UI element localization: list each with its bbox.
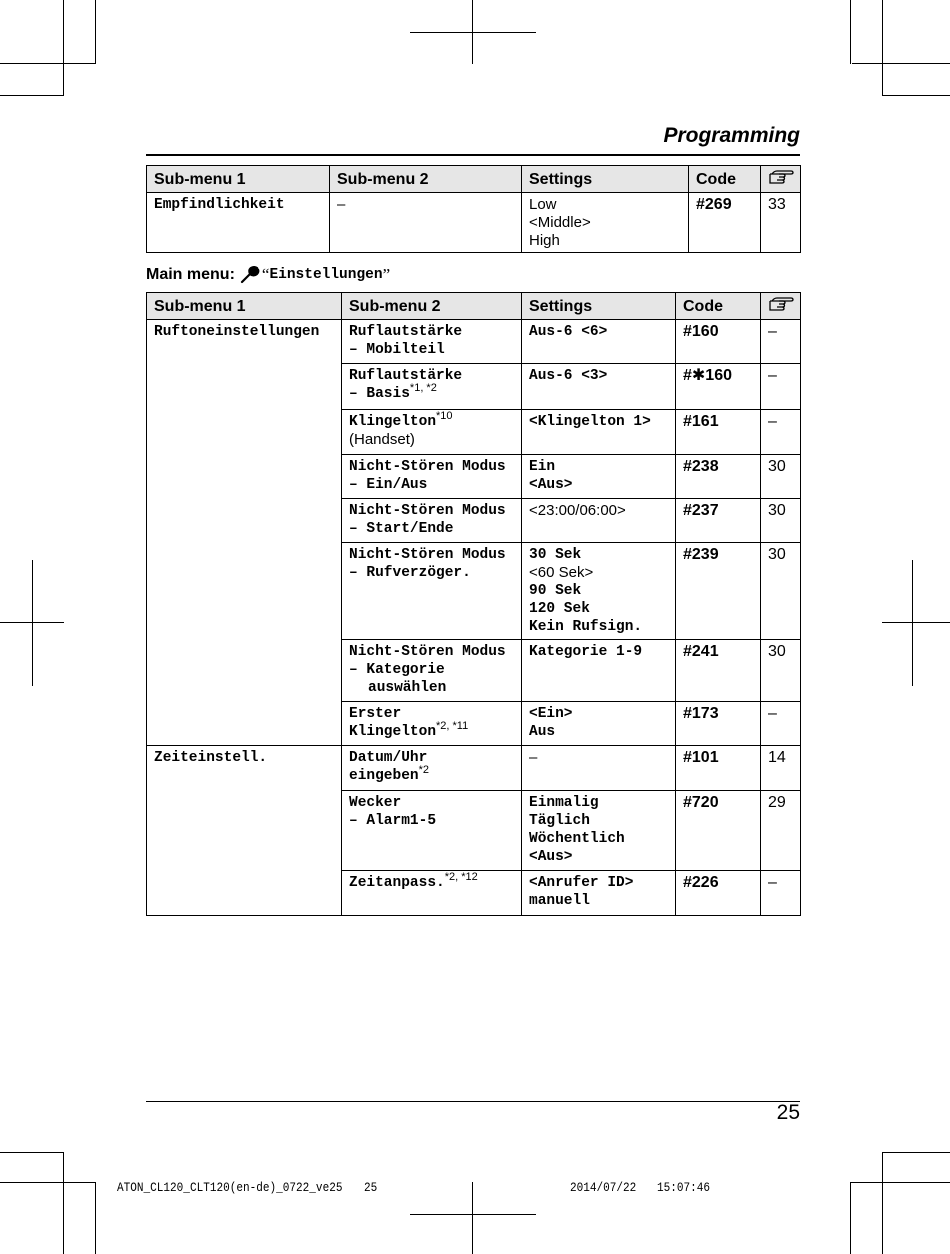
sub-menu-2-line xyxy=(349,812,514,830)
setting-option: High xyxy=(529,232,560,249)
sub-menu-2-line xyxy=(349,341,514,359)
sub-menu-2-line xyxy=(349,410,514,431)
sub-menu-2-line xyxy=(349,643,514,661)
table-header-row xyxy=(147,166,801,193)
setting-option: <Anrufer ID> xyxy=(529,875,634,891)
footer-rule xyxy=(146,1101,800,1102)
main-menu-name: Einstellungen xyxy=(269,267,383,283)
code-cell: #173 xyxy=(676,702,761,746)
sub-menu-2-text: – Rufverzöger. xyxy=(349,565,471,581)
sub-menu-2-cell xyxy=(342,320,522,364)
footer-filename: ATON_CL120_CLT120(en-de)_0722_ve25 xyxy=(117,1180,343,1195)
sub-menu-2-cell xyxy=(342,499,522,543)
section-title: Programming xyxy=(663,124,800,147)
sub-menu-2-text: Erster xyxy=(349,706,402,722)
setting-option: – xyxy=(529,749,538,766)
setting-option: Ein xyxy=(529,459,556,475)
code-cell: #✱160 xyxy=(676,364,761,410)
setting-option: <Aus> xyxy=(529,477,573,493)
code-cell: #226 xyxy=(676,871,761,916)
settings-cell xyxy=(522,499,676,543)
setting-option: Täglich xyxy=(529,813,590,829)
settings-cell xyxy=(522,702,676,746)
sub-menu-2-line xyxy=(349,564,514,582)
col-header-code: Code xyxy=(689,166,761,193)
code-cell: #161 xyxy=(676,410,761,455)
setting-option: manuell xyxy=(529,893,590,909)
col-header-code: Code xyxy=(676,293,761,320)
code-cell: #720 xyxy=(676,791,761,871)
table-row xyxy=(147,746,801,791)
setting-option: 30 Sek xyxy=(529,547,582,563)
sub-menu-2-text: eingeben xyxy=(349,768,419,784)
sub-menu-2-cell xyxy=(342,640,522,702)
setting-option: <Aus> xyxy=(529,849,573,865)
wrench-icon xyxy=(240,266,260,284)
code-cell: #101 xyxy=(676,746,761,791)
sub-menu-2-line xyxy=(349,794,514,812)
footnote-ref: *1, *2 xyxy=(409,382,437,394)
setting-option: Low xyxy=(529,196,557,213)
sub-menu-2-line xyxy=(349,323,514,341)
sub-menu-2-line xyxy=(349,705,514,723)
settings-cell xyxy=(522,455,676,499)
reference-page-cell: – xyxy=(761,320,801,364)
sub-menu-2-line xyxy=(349,661,514,679)
setting-option: Aus-6 <6> xyxy=(529,324,608,340)
sub-menu-2-cell xyxy=(342,791,522,871)
sub-menu-2-line xyxy=(349,546,514,564)
sub-menu-2-line xyxy=(349,720,514,741)
setting-option: <Klingelton 1> xyxy=(529,414,651,430)
code-cell: #238 xyxy=(676,455,761,499)
footnote-ref: *2, *11 xyxy=(436,720,469,732)
setting-option: <60 Sek> xyxy=(529,564,594,581)
code-cell: #241 xyxy=(676,640,761,702)
settings-cell xyxy=(522,746,676,791)
sub-menu-2-text: Klingelton xyxy=(349,724,437,740)
reference-page-cell: – xyxy=(761,410,801,455)
sub-menu-2-cell xyxy=(342,364,522,410)
col-header-sub-menu-2: Sub-menu 2 xyxy=(330,166,522,193)
sub-menu-2-text: Ruflautstärke xyxy=(349,324,463,340)
footnote-ref: *10 xyxy=(436,410,453,422)
title-rule xyxy=(146,154,800,156)
pointing-hand-icon xyxy=(768,168,794,186)
col-header-settings: Settings xyxy=(522,293,676,320)
code-cell: #160 xyxy=(676,320,761,364)
col-header-reference xyxy=(761,166,801,193)
setting-option: <Ein> xyxy=(529,706,573,722)
sub-menu-2-text: – Basis xyxy=(349,386,410,402)
main-menu-label: Main menu: xyxy=(146,266,235,283)
sub-menu-2-cell xyxy=(342,702,522,746)
settings-table-1 xyxy=(146,165,801,253)
setting-option: Kein Rufsign. xyxy=(529,619,643,635)
sub-menu-2-text: – Alarm1-5 xyxy=(349,813,437,829)
footer-date: 2014/07/22 xyxy=(570,1180,637,1195)
reference-page-cell: – xyxy=(761,364,801,410)
reference-page-cell: 30 xyxy=(761,499,801,543)
footer-page: 25 xyxy=(364,1180,378,1195)
sub-menu-2-line xyxy=(349,502,514,520)
col-header-sub-menu-1: Sub-menu 1 xyxy=(147,166,330,193)
table-row xyxy=(147,320,801,364)
sub-menu-2-cell xyxy=(342,871,522,916)
open-quote: “ xyxy=(261,265,270,284)
close-quote: ” xyxy=(382,265,391,284)
col-header-sub-menu-1: Sub-menu 1 xyxy=(147,293,342,320)
sub-menu-2-text: – Start/Ende xyxy=(349,521,454,537)
setting-option: Wöchentlich xyxy=(529,831,625,847)
sub-menu-2-text: Zeitanpass. xyxy=(349,875,445,891)
footnote-ref: *2, *12 xyxy=(444,871,478,883)
sub-menu-2-line xyxy=(349,679,514,697)
sub-menu-2-line xyxy=(349,458,514,476)
sub-menu-2-line xyxy=(349,871,514,892)
footer-time: 15:07:46 xyxy=(657,1180,711,1195)
sub-menu-2-cell xyxy=(342,543,522,640)
page-number: 25 xyxy=(776,1101,800,1124)
reference-page-cell: 30 xyxy=(761,455,801,499)
col-header-settings: Settings xyxy=(522,166,689,193)
sub-menu-2-cell: – xyxy=(330,193,522,253)
code-cell: #237 xyxy=(676,499,761,543)
sub-menu-2-text: Nicht-Stören Modus xyxy=(349,644,506,660)
sub-menu-2-text: Klingelton xyxy=(349,414,437,430)
sub-menu-2-text: Wecker xyxy=(349,795,402,811)
reference-page-cell: 14 xyxy=(761,746,801,791)
footnote-ref: *2 xyxy=(418,764,430,776)
code-cell: #239 xyxy=(676,543,761,640)
sub-menu-2-text: Nicht-Stören Modus xyxy=(349,547,506,563)
sub-menu-2-cell xyxy=(342,746,522,791)
sub-menu-2-text: auswählen xyxy=(368,680,447,696)
main-menu-line xyxy=(146,265,390,285)
col-header-reference xyxy=(761,293,801,320)
sub-menu-2-text: – Mobilteil xyxy=(349,342,445,358)
sub-menu-2-text: Datum/Uhr xyxy=(349,750,428,766)
settings-cell xyxy=(522,871,676,916)
reference-page-cell: 29 xyxy=(761,791,801,871)
sub-menu-2-text: – Ein/Aus xyxy=(349,477,428,493)
sub-menu-2-line xyxy=(349,520,514,538)
settings-table-2 xyxy=(146,292,801,916)
setting-option: <Middle> xyxy=(529,214,591,231)
setting-option: Aus xyxy=(529,724,556,740)
sub-menu-1-cell: Ruftoneinstellungen xyxy=(147,320,342,746)
setting-option: 120 Sek xyxy=(529,601,590,617)
sub-menu-1-cell: Zeiteinstell. xyxy=(147,746,342,916)
reference-page-cell: 30 xyxy=(761,543,801,640)
sub-menu-2-line xyxy=(349,476,514,494)
setting-option: Kategorie 1-9 xyxy=(529,644,643,660)
settings-cell xyxy=(522,543,676,640)
settings-cell xyxy=(522,364,676,410)
reference-page-cell: 33 xyxy=(761,193,801,253)
setting-option: 90 Sek xyxy=(529,583,582,599)
code-cell: #269 xyxy=(689,193,761,253)
pointing-hand-icon xyxy=(768,295,794,313)
setting-option: Aus-6 <3> xyxy=(529,368,608,384)
settings-cell xyxy=(522,791,676,871)
settings-cell xyxy=(522,410,676,455)
table-row xyxy=(147,193,801,253)
sub-menu-2-text: – Kategorie xyxy=(349,662,445,678)
sub-menu-2-line xyxy=(349,764,514,785)
sub-menu-2-cell xyxy=(342,455,522,499)
settings-cell xyxy=(522,640,676,702)
reference-page-cell: 30 xyxy=(761,640,801,702)
sub-menu-2-extra: (Handset) xyxy=(349,431,415,448)
setting-option: Einmalig xyxy=(529,795,599,811)
sub-menu-2-cell xyxy=(342,410,522,455)
sub-menu-2-line xyxy=(349,749,514,767)
settings-cell xyxy=(522,320,676,364)
setting-option: <23:00/06:00> xyxy=(529,502,626,519)
sub-menu-2-text: Ruflautstärke xyxy=(349,368,463,384)
col-header-sub-menu-2: Sub-menu 2 xyxy=(342,293,522,320)
sub-menu-2-text: Nicht-Stören Modus xyxy=(349,503,506,519)
reference-page-cell: – xyxy=(761,871,801,916)
sub-menu-2-line xyxy=(349,382,514,403)
reference-page-cell: – xyxy=(761,702,801,746)
settings-cell xyxy=(522,193,689,253)
sub-menu-1-cell: Empfindlichkeit xyxy=(147,193,330,253)
table-header-row xyxy=(147,293,801,320)
sub-menu-2-text: Nicht-Stören Modus xyxy=(349,459,506,475)
